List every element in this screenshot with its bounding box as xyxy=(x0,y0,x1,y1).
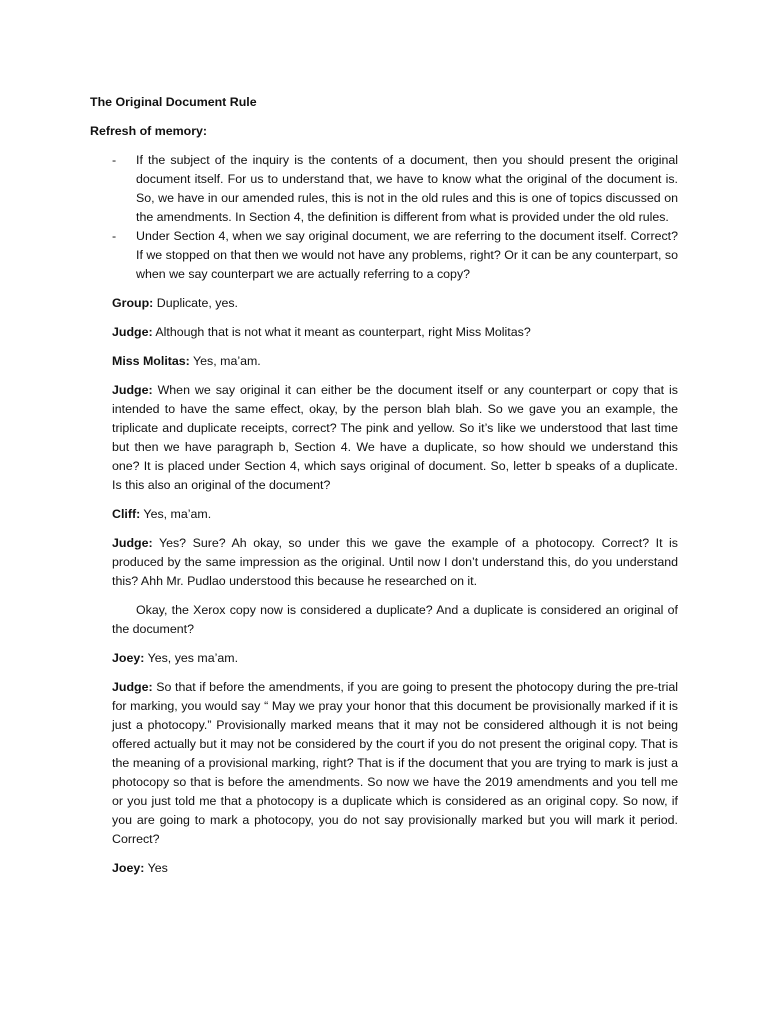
speaker-name: Judge: xyxy=(112,383,153,397)
bullet-item xyxy=(90,227,678,284)
dialogue-line xyxy=(90,294,678,313)
speaker-name: Joey: xyxy=(112,861,145,875)
bullet-item xyxy=(90,151,678,227)
speaker-name: Judge: xyxy=(112,536,153,550)
bullet-text: If the subject of the inquiry is the contents of a document, then you should present the original document itself. For us to understand that, we have to know what the original of the document is. So, we have in our amended rules, this is not in the old rules and this is one of topics discussed on the amendments. In Section 4, the definition is different from what is provided under the old rules. xyxy=(136,153,678,224)
dialogue-line xyxy=(90,352,678,371)
dialogue-line xyxy=(90,859,678,878)
speaker-name: Cliff: xyxy=(112,507,141,521)
dialogue-line xyxy=(90,323,678,342)
document-body xyxy=(90,93,678,888)
bullet-text: Under Section 4, when we say original document, we are referring to the document itself. Correct? If we stopped on that then we would not have any problems, right? Or it can be any counterpart, so when we say counterpart we are actually referring to a copy? xyxy=(136,229,678,281)
bullet-marker: - xyxy=(112,229,117,243)
dialogue-line xyxy=(90,649,678,668)
dialogue-text: When we say original it can either be the document itself or any counterpart or copy that is intended to have the same effect, okay, by the person blah blah. So we gave you an example, the triplicate and duplicate receipts, correct? The pink and yellow. So it’s like we understood that last time but then we have paragraph b, Section 4. We have a duplicate, so how should we understand this one? It is placed under Section 4, which says original of document. So, letter b speaks of a duplicate. Is this also an original of the document? xyxy=(112,383,678,492)
dialogue-line xyxy=(90,678,678,849)
section-heading: Refresh of memory: xyxy=(90,124,208,138)
dialogue-text: So that if before the amendments, if you are going to present the photocopy during the pre-trial for marking, you would say “ May we pray your honor that this document be provisionally marked if it is just a photocopy.” Provisionally marked means that it may not be considered although it is not being offered actually but it may not be considered by the court if you do not present the original copy. That is the meaning of a provisional marking, right? That is if the document that you are trying to mark is just a photocopy so that is before the amendments. So now we have the 2019 amendments and you tell me or you just told me that a photocopy is a duplicate which is considered as an original copy. So now, if you are going to mark a photocopy, you do not say provisionally marked but you will mark it period. Correct? xyxy=(112,680,678,846)
dialogue-text: Although that is not what it meant as counterpart, right Miss Molitas? xyxy=(152,325,531,339)
dialogue-text: Yes, ma’am. xyxy=(140,507,212,521)
dialogue-text: Yes, yes ma’am. xyxy=(144,651,239,665)
speaker-name: Judge: xyxy=(112,680,153,694)
speaker-name: Judge: xyxy=(112,325,153,339)
speaker-name: Group: xyxy=(112,296,154,310)
dialogue-text: Yes xyxy=(144,861,168,875)
dialogue-line xyxy=(90,505,678,524)
speaker-name: Miss Molitas: xyxy=(112,354,190,368)
dialogue-line xyxy=(90,381,678,495)
speaker-name: Joey: xyxy=(112,651,145,665)
dialogue-text: Yes, ma’am. xyxy=(189,354,261,368)
dialogue-text: Okay, the Xerox copy now is considered a duplicate? And a duplicate is considered an original of the document? xyxy=(112,603,678,636)
dialogue-line xyxy=(90,534,678,591)
dialogue-continuation xyxy=(90,601,678,639)
bullet-marker: - xyxy=(112,153,117,167)
dialogue-text: Duplicate, yes. xyxy=(153,296,239,310)
dialogue-text: Yes? Sure? Ah okay, so under this we gave the example of a photocopy. Correct? It is produced by the same impression as the original. Until now I don’t understand this, do you understand this? Ahh Mr. Pudlao understood this because he researched on it. xyxy=(112,536,678,588)
document-title: The Original Document Rule xyxy=(90,95,257,109)
bullet-list xyxy=(90,151,678,284)
